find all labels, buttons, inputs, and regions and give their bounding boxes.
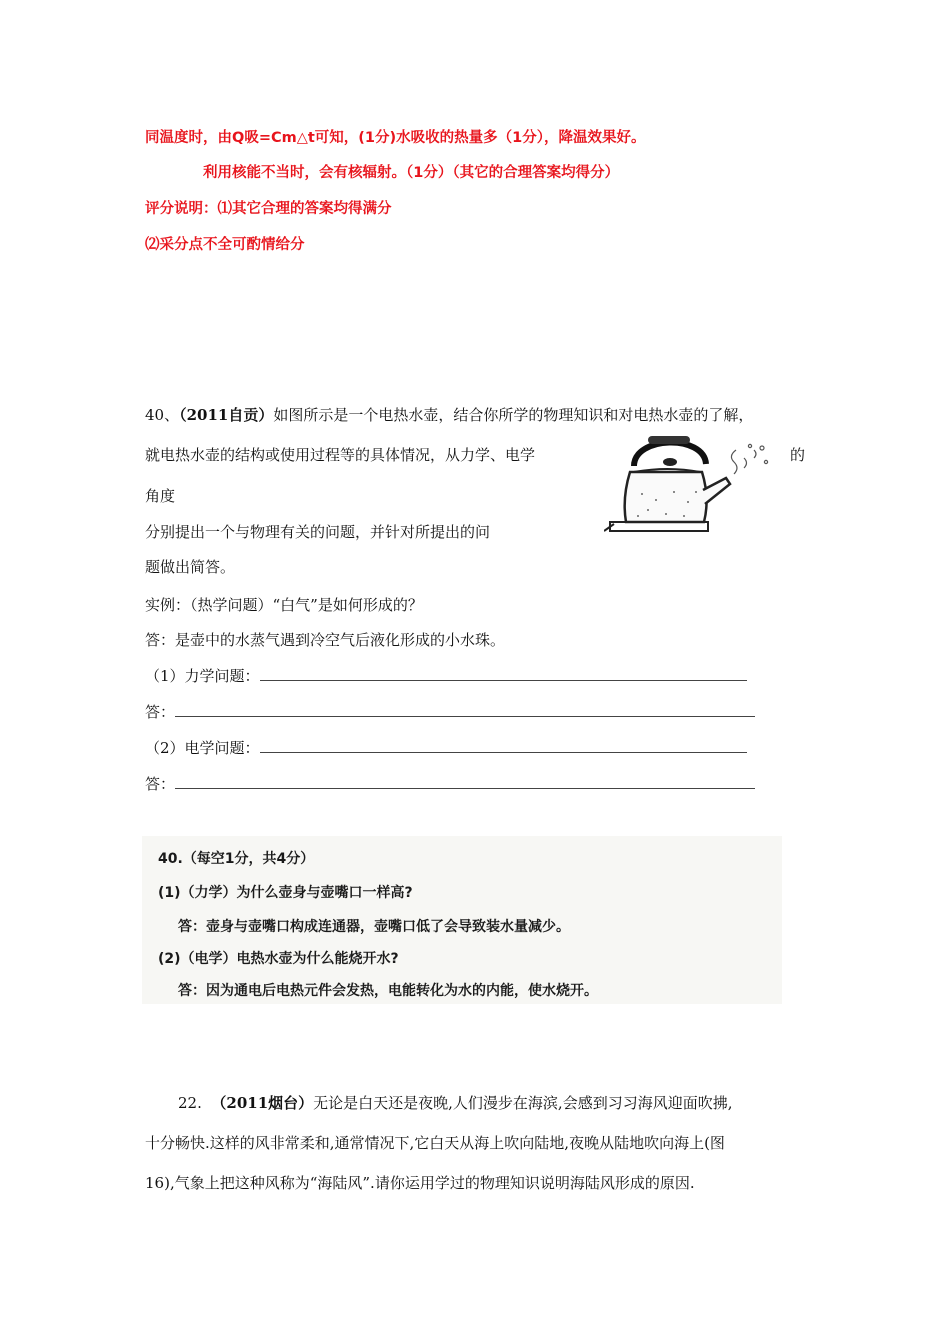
answer-q1: (1)（力学）为什么壶身与壶嘴口一样高? (158, 885, 413, 901)
electrical-question-row (145, 738, 747, 758)
q22-source: （2011烟台） (211, 1094, 314, 1112)
answer-header: 40.（每空1分，共4分） (158, 851, 315, 867)
grading-note-2: ⑵采分点不全可酌情给分 (145, 237, 305, 253)
mechanics-answer-label: 答： (145, 703, 176, 721)
answer-q2: (2)（电学）电热水壶为什么能烧开水? (158, 951, 399, 967)
answer-a2: 答：因为通电后电热元件会发热，电能转化为水的内能，使水烧开。 (178, 983, 598, 999)
grading-line-1: 同温度时，由Q吸=Cm△t可知，(1分)水吸收的热量多（1分），降温效果好。 (145, 130, 646, 146)
q40-line-3: 角度 (145, 487, 176, 505)
q40-line-2-tail: 的 (790, 446, 806, 464)
electrical-answer-label: 答： (145, 775, 176, 793)
electrical-question-label: （2）电学问题： (145, 739, 260, 757)
answer-a1: 答：壶身与壶嘴口构成连通器，壶嘴口低了会导致装水量减少。 (178, 919, 570, 935)
kettle-base (610, 522, 708, 531)
kettle-spout (703, 478, 730, 504)
q22-line-2: 十分畅快.这样的风非常柔和,通常情况下,它白天从海上吹向陆地,夜晚从陆地吹向海上(图 (145, 1134, 725, 1152)
mechanics-question-row (145, 666, 747, 686)
grading-note-1: 评分说明：⑴其它合理的答案均得满分 (145, 201, 392, 217)
mechanics-answer-blank[interactable] (175, 702, 755, 717)
mechanics-question-blank[interactable] (260, 666, 747, 681)
q22-line-3: 16),气象上把这种风称为“海陆风”.请你运用学过的物理知识说明海陆风形成的原因. (145, 1174, 695, 1192)
q22-number: 22. (178, 1094, 202, 1112)
mechanics-question-label: （1）力学问题： (145, 667, 260, 685)
q22-text-1: 无论是白天还是夜晚,人们漫步在海滨,会感到习习海风迎面吹拂, (313, 1094, 733, 1112)
electrical-answer-blank[interactable] (175, 774, 755, 789)
electric-kettle-image (604, 428, 774, 540)
q40-line-1 (145, 405, 753, 425)
answer-key-image (142, 836, 782, 1004)
kettle-handle-grip (648, 436, 690, 444)
q40-example-question: 实例：（热学问题）“白气”是如何形成的？ (145, 596, 423, 614)
q40-example-answer: 答：是壶中的水蒸气遇到冷空气后液化形成的小水珠。 (145, 631, 506, 649)
steam-icon (731, 444, 767, 474)
q40-line-4: 分别提出一个与物理有关的问题，并针对所提出的问 (145, 523, 491, 541)
kettle-knob (663, 458, 677, 466)
electrical-answer-row (145, 774, 755, 794)
q40-number: 40、 (145, 406, 180, 424)
q40-source: （2011自贡） (179, 406, 274, 424)
grading-line-2: 利用核能不当时，会有核辐射。（1分）（其它的合理答案均得分） (203, 165, 620, 181)
q40-line-5: 题做出简答。 (145, 558, 236, 576)
q40-line-2: 就电热水壶的结构或使用过程等的具体情况，从力学、电学 (145, 446, 536, 464)
q40-text-1: 如图所示是一个电热水壶，结合你所学的物理知识和对电热水壶的了解， (273, 406, 754, 424)
q22-line-1 (178, 1093, 732, 1113)
mechanics-answer-row (145, 702, 755, 722)
electrical-question-blank[interactable] (260, 738, 747, 753)
